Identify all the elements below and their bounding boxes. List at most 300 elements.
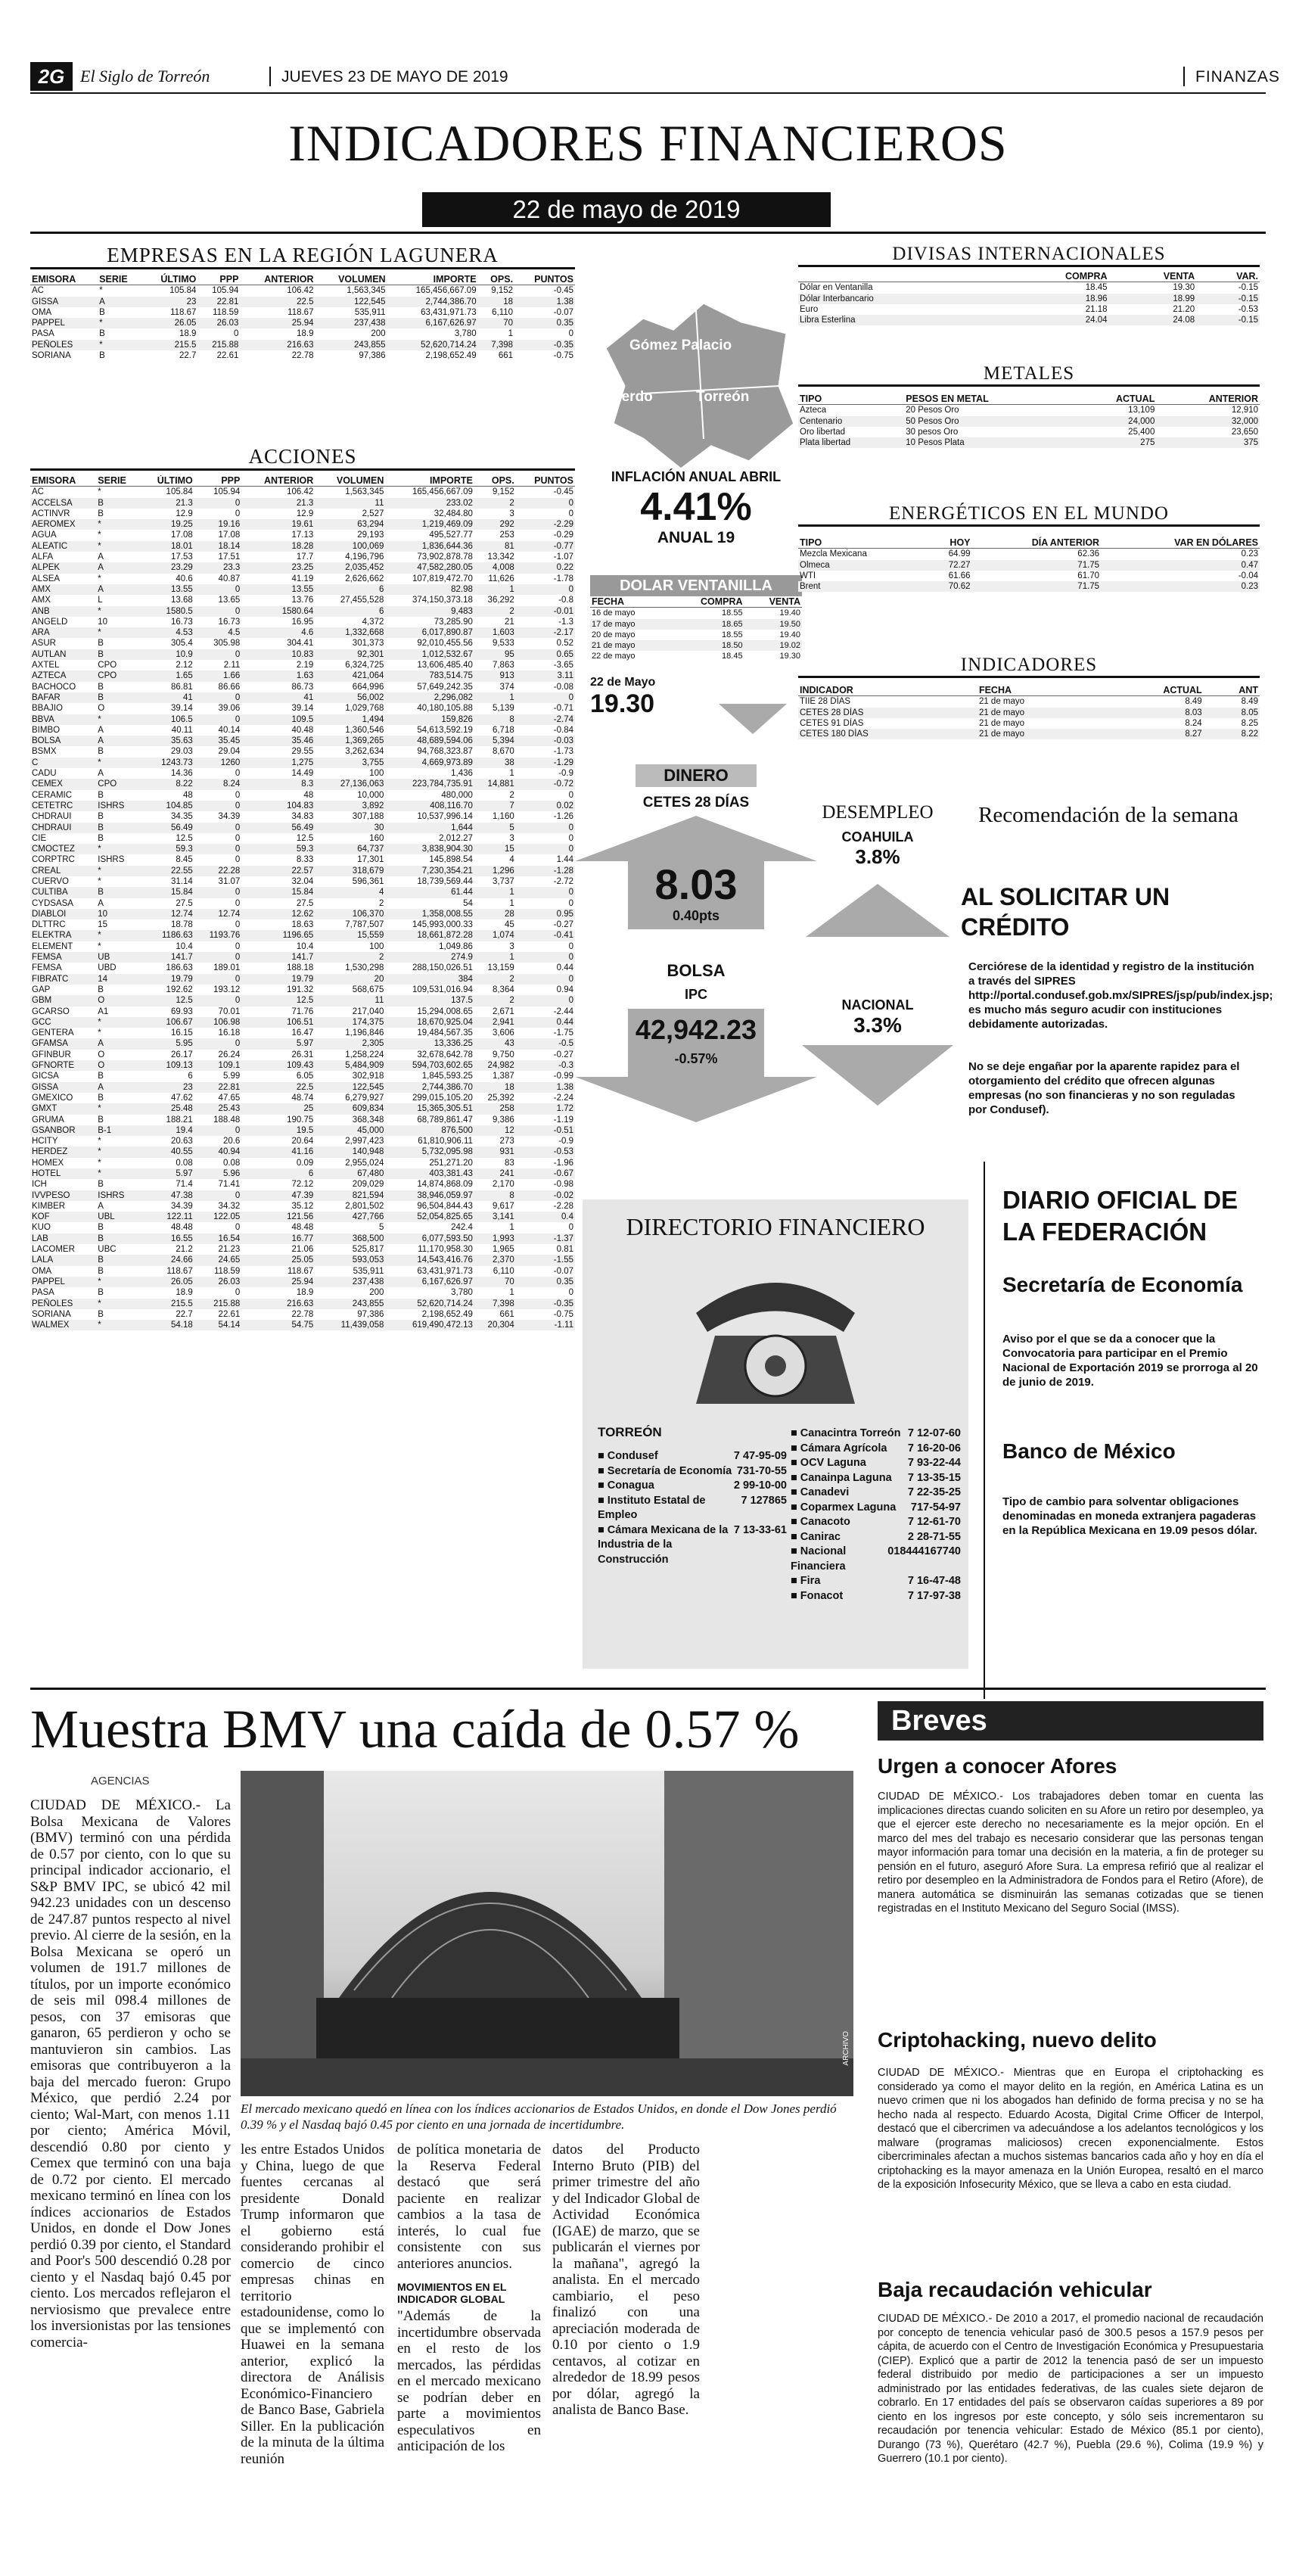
table-cell: 12.5 [140,995,194,1006]
table-cell: PAPPEL [30,1277,96,1287]
table-cell: 2,198,652.49 [425,351,477,361]
table-cell: 368,500 [315,1234,385,1244]
table-cell: GFINBUR [32,1050,71,1059]
dinero-box [575,764,817,929]
table-cell: SORIANA [32,351,71,361]
table-cell: 5.96 [194,1168,242,1179]
table-cell: 2,370 [474,1255,516,1265]
table-cell: 71.76 [291,1006,314,1016]
table-row [30,746,575,757]
table-row [30,1125,575,1136]
table-cell: 7,398 [474,1299,516,1309]
table-cell: 14,881 [474,779,516,789]
table-cell: 23,650 [1231,427,1258,437]
table-cell: 19.79 [241,974,315,985]
table-cell: 48 [182,790,193,800]
table-cell: 0 [235,898,241,908]
table-cell: 16.15 [170,1028,193,1038]
table-cell: 8.3 [241,779,315,789]
table-cell: 19.79 [140,974,194,985]
table-cell: 209,029 [352,1180,384,1190]
table-cell: 40.14 [218,725,241,735]
directory-entry [791,1442,961,1457]
table-cell: 40.48 [291,725,314,735]
table-cell: 8,364 [492,985,514,994]
table-cell: 4.5 [194,627,242,638]
table-cell: 61.70 [1077,571,1100,580]
table-cell: 25,392 [487,1093,514,1103]
table-cell: 273 [499,1137,514,1146]
desempleo-box [802,802,953,1106]
table-cell: 0 [516,844,575,854]
table-cell: 174,375 [315,1017,385,1028]
table-cell: 2.11 [223,661,241,670]
dolar-title: DOLAR VENTANILLA [590,575,802,596]
table-cell: -0.9 [558,1137,573,1146]
table-cell: 25 [241,1103,315,1114]
table-cell: B [96,1234,140,1244]
table-cell: 12.9 [176,509,193,518]
table-row [30,340,575,350]
table-cell: 38,946,059.97 [385,1190,474,1201]
table-cell: A [98,1201,104,1211]
table-cell: 21.20 [1173,304,1195,314]
table-cell: 619,490,472.13 [385,1320,474,1330]
table-cell: B [99,351,105,361]
table-cell: 18.55 [722,630,743,639]
table-cell: BSMX [32,747,57,757]
table-cell: 109,531,016.94 [412,985,473,994]
directory-entry [598,1464,787,1479]
table-cell: 86.73 [291,682,314,692]
table-cell: 10 [98,617,108,627]
dof-text-1: Aviso por el que se da a conocer que la Convocatoria para participar en el Premio Nacional de Exportación 2019 se prorroga al 20 de junio de 2019. [1002,1333,1258,1389]
table-row [30,811,575,822]
table-cell: 217,040 [352,1006,384,1016]
table-cell: -0.51 [516,1125,575,1136]
table-cell: 19.02 [744,640,802,651]
table-cell: 24.04 [994,315,1109,325]
table-cell: 22.7 [176,1309,193,1319]
table-cell: 13.68 [170,596,193,605]
table-cell: 18.9 [296,1288,314,1298]
table-cell: O [98,704,105,714]
column-header: IMPORTE [385,475,474,487]
directory-phone: 717-54-97 [910,1501,961,1514]
table-row [30,1222,575,1233]
directory-name: ■ Secretaría de Economía [598,1464,732,1477]
table-cell: 18 [474,1082,516,1093]
dinero-title: DINERO [636,764,757,787]
table-cell: 0.09 [296,1158,314,1168]
table-cell: 50 Pesos Oro [904,416,1074,427]
table-cell: 0 [516,584,575,595]
header-date: JUEVES 23 DE MAYO DE 2019 [281,68,508,86]
table-cell: -0.75 [553,1309,573,1319]
table-cell: CULTIBA [30,887,96,898]
map-label-torreon: Torreón [696,389,750,405]
table-cell: 52,620,714.24 [385,1299,474,1309]
table-cell: 21.06 [291,1245,314,1255]
table-cell: 237,438 [315,318,387,328]
column-header: COMPRA [994,271,1109,282]
table-cell: 0 [235,855,241,865]
directory-name: ■ Coparmex Laguna [791,1501,897,1514]
table-cell: 302,918 [352,1072,384,1081]
table-cell: 0 [194,1038,242,1049]
table-cell: 18.63 [291,920,314,930]
table-cell: 21.18 [1085,304,1108,314]
table-cell: 0 [568,833,573,843]
table-cell: -1.29 [516,758,575,768]
table-cell: -0.03 [516,736,575,746]
table-cell: 931 [474,1146,516,1157]
table-cell: -1.19 [553,1115,573,1125]
table-cell: OMA [32,1266,52,1276]
table-cell: BBVA [30,714,96,725]
table-cell: Centenario [798,416,904,427]
directory-entry [791,1515,961,1530]
table-cell: C [30,758,96,768]
breves-title: Breves [891,1705,987,1737]
table-cell: * [96,627,140,638]
table-cell: -0.84 [553,725,573,735]
directory-phone: 7 127865 [741,1494,787,1507]
table-cell: 3,141 [474,1212,516,1222]
table-row [30,952,575,963]
table-cell: 0 [194,692,242,703]
table-cell: 243,855 [315,1299,385,1309]
table-cell: 165,456,667.09 [415,286,477,296]
table-cell: 40.94 [194,1146,242,1157]
table-cell: 17,301 [357,855,384,865]
table-cell: 3,892 [315,801,385,811]
table-cell: A [98,898,104,908]
table-row [30,1115,575,1125]
table-row [30,1103,575,1114]
directory-name: ■ Fonacot [791,1589,844,1602]
table-cell: * [98,1137,101,1146]
table-cell: B [98,509,104,518]
table-cell: 6,167,626.97 [385,1277,474,1287]
table-cell: 122,545 [315,297,387,307]
directorio-box [583,1199,968,1669]
table-row [30,574,575,584]
desempleo-nacional-label: NACIONAL [841,997,914,1013]
table-cell: 8 [474,1190,516,1201]
table-cell: -0.45 [553,487,573,497]
table-cell: 40.55 [140,1146,194,1157]
table-cell: 16.95 [291,617,314,627]
table-cell: 27,455,528 [340,596,384,605]
table-cell: 200 [369,1288,384,1298]
table-cell: A [96,562,140,573]
table-row [30,1266,575,1277]
photo-caption: El mercado mexicano quedó en línea con los índices accionarios de Estados Unidos, en donde el Dow Jones perdió 0.39 % y el Nasdaq bajó 0.45 por ciento en una jornada de incertidumbre. [241,2102,837,2132]
table-cell: 5.97 [140,1168,194,1179]
table-cell: A [96,1082,140,1093]
table-cell: 5,484,909 [315,1060,385,1071]
article-column-3-text-b: "Además de la incertidumbre observada en el resto de los mercados, las pérdidas en el mercado mexicano se podrían deber en parte a movimientos especulativos en anticipación de los [397,2308,541,2454]
table-row [30,1158,575,1168]
table-cell: 596,361 [352,876,384,886]
table-cell: 19.40 [779,630,800,639]
table-cell: 0 [235,790,241,800]
directory-phone: 731-70-55 [736,1464,787,1477]
table-cell: 0.23 [1101,581,1260,592]
table-cell: A1 [98,1006,109,1016]
table-cell: 9,386 [492,1115,514,1125]
table-cell: 21 de mayo [978,697,1025,707]
table-cell: 4.53 [140,627,194,638]
table-cell: CMOCTEZ [30,844,96,854]
table-cell: CPO [98,661,117,670]
table-cell: ICH [32,1180,47,1190]
table-cell: GSANBOR [30,1125,96,1136]
table-cell: 18,661,872.28 [385,930,474,941]
table-row [30,1179,575,1190]
table-row [30,649,575,660]
table-cell: 25.94 [240,318,315,328]
directory-phone: 7 93-22-44 [907,1457,961,1469]
table-cell: 6 [315,584,385,595]
dolar-today-value: 19.30 [590,689,655,718]
table-row [30,768,575,779]
table-cell: * [96,844,140,854]
article-column-2: les entre Estados Unidos y China, luego de que fuentes cercanas al presidente Donald Trump informaron que el gobierno está considerando prohibir el comercio de cinco empresas chinas en territorio estadounidense, como lo que se implementó con Huawei en la semana anterior, explicó la directora de Análisis Económico-Financiero de Banco Base, Gabriela Siller. En la publicación de la minuta de la última reunión [241,2142,384,2467]
table-cell: 22 de mayo [592,652,636,661]
table-cell: 35.63 [140,736,194,746]
table-cell: 1.65 [140,670,194,681]
table-cell: B [99,307,105,317]
table-cell: 0.08 [222,1158,241,1168]
table-cell: CORPTRC [32,855,75,865]
table-row [590,608,802,619]
table-row [30,1190,575,1201]
table-cell: 121.56 [241,1212,315,1222]
table-cell: 12.62 [241,909,315,919]
table-cell: 86.66 [218,682,241,692]
table-row [30,1287,575,1298]
table-cell: 215.88 [197,340,240,350]
table-cell: 40.6 [176,574,193,583]
column-header: VOLUMEN [315,274,387,285]
table-cell: 0 [194,801,242,811]
table-cell: B [98,1180,104,1190]
table-cell: 68,789,861.47 [417,1115,473,1125]
table-cell: 25,400 [1128,427,1155,437]
directory-phone: 7 16-47-48 [907,1575,961,1587]
table-cell: 0 [194,498,242,509]
table-cell: 21 de mayo [590,640,668,651]
directory-name: ■ Fira [791,1575,821,1587]
table-cell: * [96,1277,140,1287]
table-cell: 8.25 [1241,718,1258,728]
table-cell: 200 [371,329,386,339]
column-divider [984,1162,985,1699]
table-cell: 12.9 [296,509,314,518]
bolsa-building-image [241,1771,853,2096]
directory-entry [791,1426,961,1442]
table-cell: 0 [516,823,575,833]
table-cell: 18.45 [1085,283,1108,293]
table-cell: 11 [315,498,385,509]
table-cell: 118.59 [213,307,239,317]
table-cell: 0.08 [176,1158,193,1168]
table-cell: Euro [800,304,819,314]
table-cell: 11,626 [488,574,514,583]
table-cell: 43 [474,1038,516,1049]
table-cell: 0.4 [516,1212,575,1222]
table-cell: 301,373 [352,639,384,649]
breve-2-text: CIUDAD DE MÉXICO.- Mientras que en Europa el criptohacking es considerado ya como el mayor delito en la región, en América Latina es un nuevo crimen que ni los abogados han definido de forma precisa y no se ha hecho nada al respecto. Eduardo Acosta, Digital Crime Officer de Interpol, destacó que el cibercrimen va adecuándose a los adelantos tecnológicos y los malware (programas maliciosos) crecen exponencialmente. Estos cibercriminales afectan a muchos sistemas bancarios cada año y hoy en día el criptohacking es la mayor amenaza en la Unión Europea, resaltó en el marco de la exposición Infosecurity México, que se lleva a cabo en esta ciudad. [878,2067,1263,2191]
table-cell: CUERVO [32,876,69,886]
table-cell: 17.13 [291,530,314,540]
table-cell: 26.03 [194,1277,242,1287]
table-cell: 4 [509,855,514,865]
table-cell: 41.19 [291,574,314,583]
table-cell: 47.65 [218,1093,241,1103]
directory-phone: 7 13-33-61 [733,1523,787,1536]
table-cell: 17.51 [218,552,241,562]
table-cell: A [98,725,104,735]
table-cell: 45,000 [315,1125,385,1136]
table-cell: A [98,297,142,307]
table-cell: 4 [315,887,385,898]
table-cell: -0.27 [553,1050,573,1059]
table-cell: 1,530,298 [345,963,384,973]
table-cell: 61.66 [948,571,971,580]
table-cell: 13,159 [487,963,514,973]
table-cell: 16 de mayo [592,608,636,618]
table-cell: 1,160 [492,812,514,822]
recomendacion-box [953,802,1263,828]
map-label-gomez: Gómez Palacio [629,338,732,353]
table-cell: 0 [568,329,573,339]
column-header: ANTERIOR [240,274,315,285]
table-cell: 2,296,082 [385,692,474,703]
bolsa-value-box [628,1009,764,1077]
directory-entry [791,1486,961,1501]
inflacion-box [590,469,802,547]
table-cell: 18.01 [140,541,194,552]
table-cell: 0 [568,509,573,518]
directory-phone: 7 16-20-06 [907,1442,961,1454]
column-header: OPS. [478,274,514,285]
dinero-label: CETES 28 DÍAS [642,795,750,810]
table-cell: 9,152 [492,487,514,497]
table-cell: 72.12 [291,1180,314,1190]
table-cell: 0.44 [556,963,573,973]
table-row [30,670,575,681]
column-header: VENTA [1109,271,1197,282]
table-cell: 8.49 [1241,697,1258,707]
table-cell: 35.45 [194,736,242,746]
table-cell: 305.4 [170,639,193,649]
table-row [798,405,1260,416]
table-cell: 24,982 [474,1060,516,1071]
table-cell: 1.72 [516,1103,575,1114]
table-cell: 32.04 [291,876,314,886]
table-row [30,1093,575,1103]
indicadores-title: INDICADORES [798,655,1260,678]
directory-phone: 018444167740 [887,1545,961,1557]
table-cell: 94,768,323.87 [417,747,473,757]
table-cell: 95 [474,649,516,660]
table-cell: 1580.5 [140,606,194,617]
directory-phone: 7 17-97-38 [907,1589,961,1602]
table-cell: ARA [30,627,96,638]
column-header: ACTUAL [1074,394,1156,405]
table-cell: -1.73 [553,747,573,757]
column-header: VAR EN DÓLARES [1101,537,1260,549]
table-cell: 186.63 [166,963,193,973]
table-cell: 106.42 [287,286,314,296]
table-cell: 27,136,063 [315,779,385,789]
table-cell: 0.23 [1241,549,1258,559]
table-cell: * [96,758,140,768]
table-cell: 299,015,105.20 [412,1093,473,1103]
table-cell: ELEKTRA [30,930,96,941]
table-cell: 913 [474,670,516,681]
table-row [798,696,1260,708]
table-cell: 71.41 [218,1180,241,1190]
table-cell: 3.11 [516,670,575,681]
table-cell: 106.67 [140,1017,194,1028]
table-cell: 3,780 [451,1288,473,1298]
table-cell: 2 [315,952,385,963]
table-cell: B [98,1093,104,1103]
table-row [30,595,575,605]
table-cell: 5.95 [140,1038,194,1049]
table-cell: 13.65 [218,596,241,605]
table-cell: -2.17 [516,627,575,638]
table-cell: CREAL [30,866,96,876]
table-cell: * [98,876,101,886]
table-cell: 165,456,667.09 [412,487,473,497]
table-cell: 1,369,265 [315,736,385,746]
table-cell: ALSEA [32,574,61,583]
section-name: FINANZAS [1195,68,1280,86]
table-cell: 18.9 [179,329,197,339]
table-cell: 13.76 [291,596,314,605]
table-cell: 52,054,825.65 [385,1212,474,1222]
table-cell: 13,342 [487,552,514,562]
table-cell: 34.39 [170,1201,193,1211]
table-cell: -0.72 [516,779,575,789]
article-column-4: datos del Producto Interno Bruto (PIB) del primer trimestre del año y del Indicador Global de Actividad Económica (IGAE) de marzo, que se publicarán el viernes por la mañana", agregó la analista. En el mercado cambiario, el peso finalizó con una apreciación moderada de 0.10 por ciento o 1.9 centavos, al cotizar en alrededor de 18.99 pesos por dólar, agregó la analista de Banco Base. [552,2142,700,2418]
table-cell: * [96,1299,140,1309]
table-cell: 0.02 [516,801,575,811]
table-cell: 19.30 [1173,283,1195,293]
directory-entry [791,1574,961,1589]
table-cell: 160 [369,833,384,843]
header-divider [269,67,271,86]
table-row [798,571,1260,581]
table-cell: 3,755 [315,758,385,768]
table-cell: 20 [315,974,385,985]
table-cell: AZTECA [30,670,96,681]
table-cell: B [98,1266,104,1276]
table-cell: 0 [234,329,239,339]
table-cell: 241 [474,1168,516,1179]
table-cell: 39.14 [170,704,193,714]
table-cell: 18.55 [722,608,743,618]
table-cell: 1,494 [315,714,385,725]
table-cell: 1243.73 [140,758,194,768]
table-cell: 1 [509,1288,514,1298]
table-cell: 2,527 [362,509,384,518]
